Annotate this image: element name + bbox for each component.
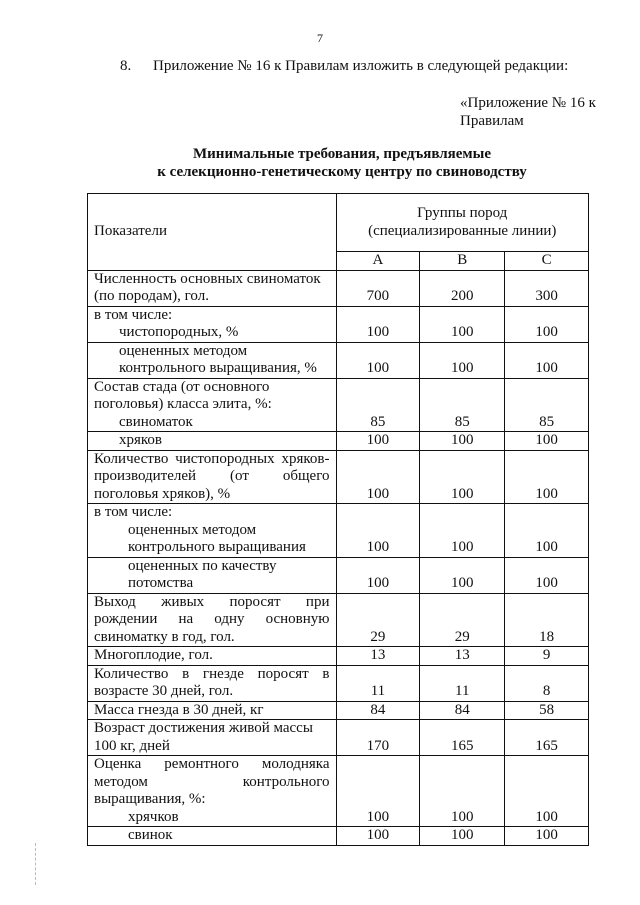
row-young-l1: Оценка ремонтного молодняка: [94, 756, 330, 772]
cell: [420, 504, 505, 540]
table-row: [88, 827, 589, 846]
row-evaluated-l1: оцененных методом: [119, 342, 248, 359]
cell: 700: [336, 270, 420, 306]
table-row: [88, 306, 589, 324]
cell: 100: [336, 450, 420, 504]
row-herd-label: [88, 378, 337, 432]
cell: 300: [505, 270, 589, 306]
row-evaluated-l2: контрольного выращивания, %: [119, 360, 317, 376]
row-boars-ctrl-label: [88, 539, 337, 557]
row-boars-prog-label: [88, 557, 337, 593]
cell: 85: [336, 378, 420, 432]
row-age-l2: 100 кг, дней: [94, 737, 170, 754]
cell: 100: [505, 432, 589, 451]
cell: 100: [336, 324, 420, 342]
row-herd-sows: свиноматок: [119, 413, 193, 430]
cell: 100: [420, 432, 505, 451]
cell: 100: [336, 539, 420, 557]
row-nest-l1: Количество в гнезде поросят в: [94, 665, 330, 682]
row-herd-l2: поголовья) класса элита, %:: [94, 396, 272, 412]
table-row: [88, 756, 589, 827]
cell: 11: [420, 665, 505, 701]
cell: 100: [505, 827, 589, 846]
cell: 100: [505, 450, 589, 504]
cell: 100: [505, 342, 589, 378]
cell: 165: [420, 720, 505, 756]
cell: [505, 306, 589, 324]
row-age-label: [88, 720, 337, 756]
header-indicator: Показатели: [88, 194, 337, 271]
row-boars-label: [88, 450, 337, 504]
row-nest-l2: возрасте 30 дней, гол.: [94, 683, 234, 699]
table-row: [88, 701, 589, 720]
cell: 85: [505, 378, 589, 432]
row-boars-ctrl-l1: оцененных методом: [128, 521, 257, 538]
cell: 100: [420, 539, 505, 557]
row-incl2-text: в том числе:: [94, 504, 173, 520]
cell: [336, 306, 420, 324]
cell: 11: [336, 665, 420, 701]
row-sows-label-l2: (по породам), гол.: [94, 288, 209, 304]
cell: 100: [420, 342, 505, 378]
cell: 13: [420, 647, 505, 666]
header-groups-line2: (специализированные линии): [368, 222, 557, 239]
item-number: 8.: [120, 58, 132, 74]
scan-margin-mark: [35, 843, 38, 885]
row-evaluated-label: [88, 342, 337, 378]
cell: 100: [420, 827, 505, 846]
cell: 8: [505, 665, 589, 701]
row-boars-l3: поголовья хряков), %: [94, 485, 231, 502]
cell: 84: [336, 701, 420, 720]
cell: 100: [336, 756, 420, 827]
row-incl-label: в том числе:: [88, 306, 337, 324]
item-8: [120, 58, 568, 75]
row-nest-label: [88, 665, 337, 701]
cell: 100: [505, 557, 589, 593]
cell: 58: [505, 701, 589, 720]
cell: [336, 504, 420, 540]
cell: 100: [336, 432, 420, 451]
cell: 100: [420, 450, 505, 504]
table-row: [88, 432, 589, 451]
cell: 100: [420, 557, 505, 593]
cell: 165: [505, 720, 589, 756]
cell: [420, 306, 505, 324]
cell: 29: [336, 593, 420, 647]
group-c: C: [505, 252, 589, 271]
row-herd-l1: Состав стада (от основного: [94, 378, 270, 395]
cell: 85: [420, 378, 505, 432]
cell: 18: [505, 593, 589, 647]
cell: 29: [420, 593, 505, 647]
row-young-label: [88, 756, 337, 827]
cell: 100: [336, 827, 420, 846]
cell: 100: [336, 557, 420, 593]
cell: 84: [420, 701, 505, 720]
title-line-1: Минимальные требования, предъявляемые: [193, 146, 491, 162]
row-purebred-text: чистопородных, %: [119, 324, 239, 340]
table-row: [88, 593, 589, 647]
row-purebred-label: [88, 324, 337, 342]
group-a: A: [336, 252, 420, 271]
page-number: 7: [317, 31, 323, 45]
row-young-l3: выращивания, %:: [94, 791, 206, 807]
row-young-l2: методом контрольного: [94, 773, 330, 790]
table-row: [88, 720, 589, 756]
row-sows-label-l1: Численность основных свиноматок: [94, 270, 321, 287]
row-boars-prog-l1: оцененных по качеству: [128, 557, 277, 574]
cell: [505, 504, 589, 540]
row-young-gilts-text: свинок: [128, 827, 173, 843]
cell: 100: [420, 324, 505, 342]
row-young-boars: хрячков: [128, 808, 179, 825]
cell: 100: [505, 756, 589, 827]
table-header-row: [88, 194, 589, 252]
row-piglets-l3: свиноматку в год, гол.: [94, 628, 235, 645]
cell: 100: [336, 342, 420, 378]
row-boars-ctrl-l2: контрольного выращивания: [128, 539, 306, 555]
cell: 9: [505, 647, 589, 666]
table-row: [88, 342, 589, 378]
row-boars-prog-l2: потомства: [128, 575, 194, 591]
cell: 13: [336, 647, 420, 666]
row-young-gilts-label: [88, 827, 337, 846]
header-groups-line1: Группы пород: [417, 205, 508, 221]
row-herd-boars-text: хряков: [119, 432, 163, 448]
row-fertility-label: Многоплодие, гол.: [88, 647, 337, 666]
row-piglets-label: [88, 593, 337, 647]
row-incl2-label: [88, 504, 337, 540]
row-piglets-l2: рождении на одну основную: [94, 611, 330, 627]
row-boars-l1: Количество чистопородных хряков-: [94, 450, 330, 467]
cell: 100: [505, 324, 589, 342]
cell: 170: [336, 720, 420, 756]
table-row: [88, 324, 589, 342]
row-nest-mass-label: Масса гнезда в 30 дней, кг: [88, 701, 337, 720]
requirements-table: [87, 193, 589, 846]
table-row: [88, 647, 589, 666]
table-row: [88, 270, 589, 306]
cell: 100: [420, 756, 505, 827]
appendix-line-2: Правилам: [460, 113, 524, 129]
table-row: [88, 450, 589, 504]
row-sows-label: [88, 270, 337, 306]
appendix-line-1: «Приложение № 16 к: [460, 95, 596, 111]
row-boars-l2: производителей (от общего: [94, 468, 330, 484]
cell: 100: [505, 539, 589, 557]
title-line-2: к селекционно-генетическому центру по свиноводству: [157, 164, 527, 180]
header-groups: [336, 194, 589, 252]
table-row: [88, 504, 589, 540]
table-row: [88, 557, 589, 593]
item-text: Приложение № 16 к Правилам изложить в следующей редакции:: [153, 58, 569, 74]
row-age-l1: Возраст достижения живой массы: [94, 720, 313, 736]
row-herd-boars-label: [88, 432, 337, 451]
table-row: [88, 539, 589, 557]
row-piglets-l1: Выход живых поросят при: [94, 593, 330, 610]
table-row: [88, 665, 589, 701]
table-row: [88, 378, 589, 432]
cell: 200: [420, 270, 505, 306]
group-b: B: [420, 252, 505, 271]
